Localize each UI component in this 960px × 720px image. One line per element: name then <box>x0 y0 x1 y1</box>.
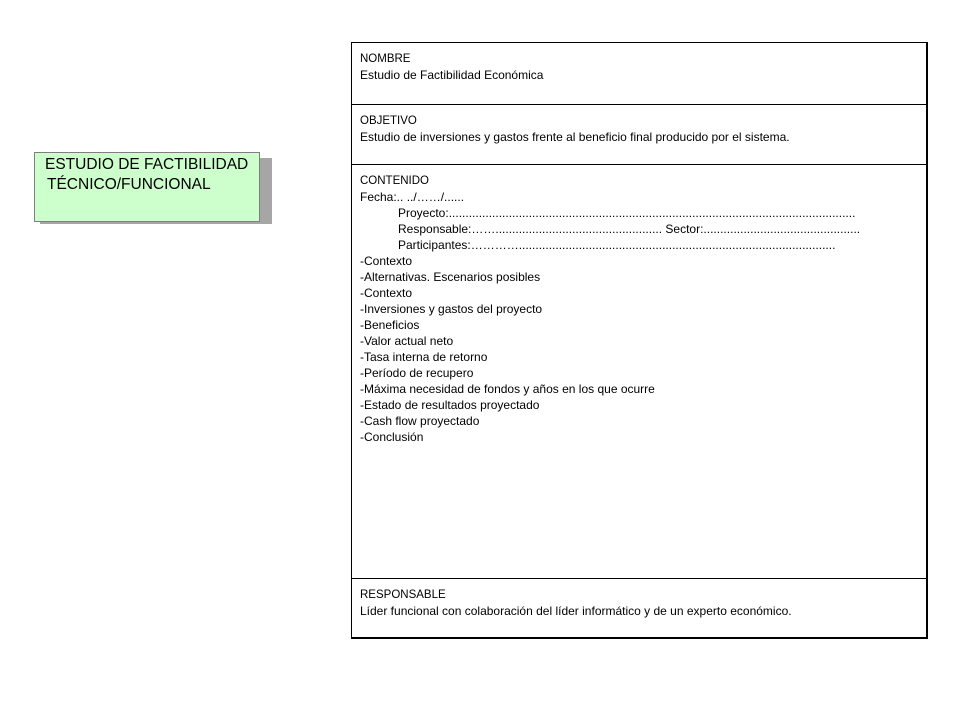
section-contenido <box>352 165 926 579</box>
participantes-line: Participantes:…………............................................................................................... <box>398 238 836 252</box>
responsable-text: Líder funcional con colaboración del líder informático y de un experto económico. <box>360 604 792 618</box>
contenido-header: CONTENIDO <box>360 175 429 187</box>
nombre-header: NOMBRE <box>360 53 411 65</box>
list-item: -Cash flow proyectado <box>360 414 480 428</box>
responsable-line: Responsable:…….................................................. Sector:............................................... <box>398 222 861 236</box>
list-item: -Contexto <box>360 286 413 300</box>
objetivo-header: OBJETIVO <box>360 115 417 127</box>
list-item: -Alternativas. Escenarios posibles <box>360 270 541 284</box>
section-nombre <box>352 43 926 105</box>
list-item: -Máxima necesidad de fondos y años en los que ocurre <box>360 382 655 396</box>
responsable-header: RESPONSABLE <box>360 589 446 601</box>
list-item: -Tasa interna de retorno <box>360 350 488 364</box>
nombre-text: Estudio de Factibilidad Económica <box>360 68 544 82</box>
section-objetivo <box>352 105 926 165</box>
list-item: -Inversiones y gastos del proyecto <box>360 302 543 316</box>
proyecto-line: Proyecto:.......................................................................................................................... <box>398 206 856 220</box>
list-item: -Beneficios <box>360 318 420 332</box>
fecha-line: Fecha:.. ../……/...... <box>360 190 465 204</box>
title-line-2: TÉCNICO/FUNCIONAL <box>47 176 211 193</box>
objetivo-text: Estudio de inversiones y gastos frente al beneficio final producido por el sistema. <box>360 130 790 144</box>
list-item: -Valor actual neto <box>360 334 454 348</box>
form-sheet <box>351 42 928 639</box>
title-line-1: ESTUDIO DE FACTIBILIDAD <box>45 156 249 173</box>
title-label-box <box>34 152 260 222</box>
list-item: -Contexto <box>360 254 413 268</box>
list-item: -Conclusión <box>360 430 424 444</box>
contenido-list <box>360 253 918 445</box>
section-responsable <box>352 579 926 638</box>
list-item: -Período de recupero <box>360 366 474 380</box>
list-item: -Estado de resultados proyectado <box>360 398 540 412</box>
